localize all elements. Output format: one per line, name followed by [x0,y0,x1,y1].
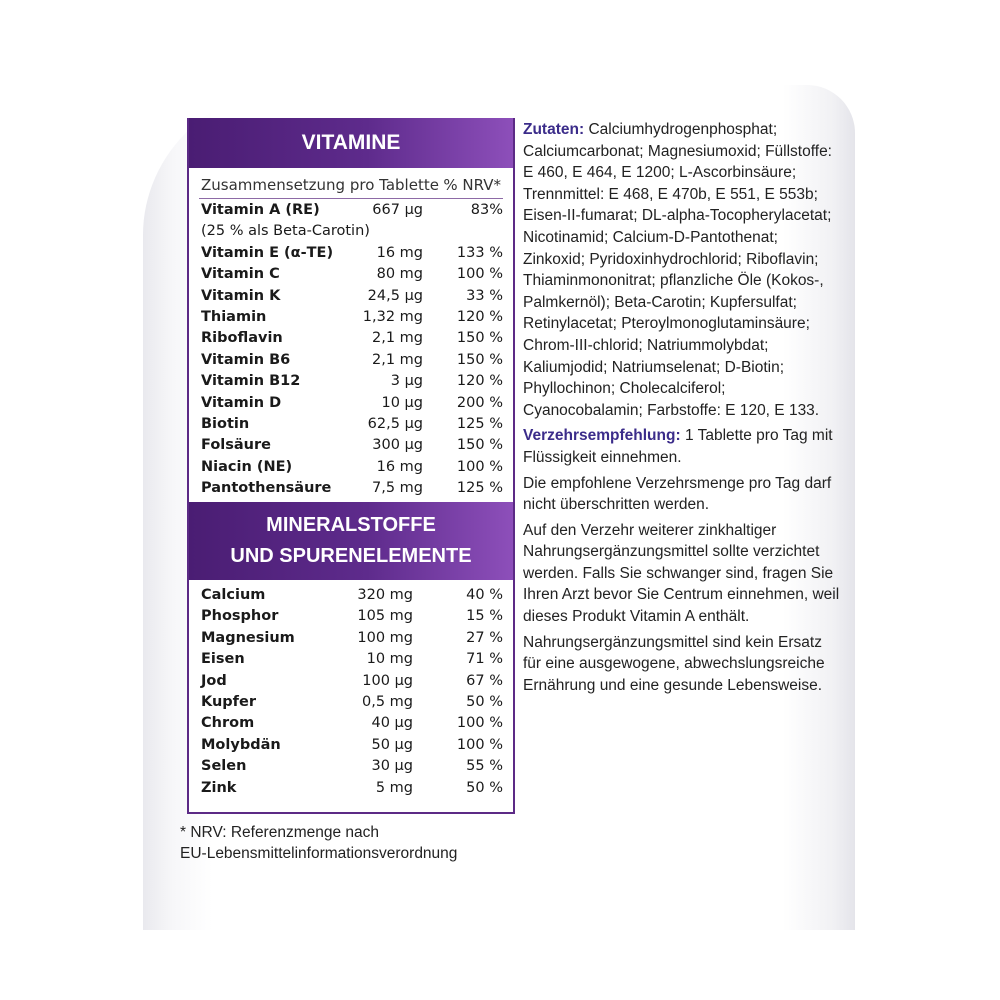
nutrient-amount: 50 µg [371,736,413,753]
nutrient-amount: 30 µg [371,758,413,775]
table-row [201,737,503,758]
recommendation-paragraph [523,425,841,468]
nutrient-amount: 62,5 µg [367,415,423,432]
nutrient-nrv: 40 % [466,587,503,603]
nutrient-amount: 16 mg [376,458,423,475]
nutrient-nrv: 15 % [466,608,503,625]
nutrient-amount: 10 mg [366,651,413,668]
nutrient-nrv: 100 % [456,458,503,475]
nutrient-amount: 100 mg [357,629,413,646]
footnote-line2: EU-Lebensmittelinformationsverordnung [180,845,458,862]
nutrient-nrv: 33 % [466,287,503,304]
nutrient-nrv: 50 % [466,779,503,796]
nutrient-name: Chrom [201,715,255,732]
table-row [201,480,503,501]
nutrient-name: Vitamin D [201,394,282,411]
nutrient-amount: 10 µg [381,394,423,411]
table-row [201,780,503,801]
table-row [201,416,503,437]
nutrient-amount: 16 mg [376,244,423,261]
nutrient-nrv: 200 % [456,394,503,411]
table-header [201,176,501,194]
nutrient-nrv: 50 % [466,693,503,710]
table-row [201,630,503,651]
table-row [201,288,503,309]
nutrient-name: Magnesium [201,629,295,646]
nutrient-name: Folsäure [201,437,271,454]
note-dosage: Die empfohlene Verzehrsmenge pro Tag darf nicht überschritten werden. [523,474,832,514]
minerals-heading-line1: MINERALSTOFFE [266,514,436,536]
footnote-line1: * NRV: Referenzmenge nach [180,824,380,841]
table-row [201,266,503,287]
header-divider [199,198,503,199]
ingredients-text: Calciumhydrogenphosphat; Calciumcarbonat; Magnesiumoxid; Füllstoffe: E 460, E 464, E 1200; L-Ascorbinsäure; Trennmittel: E 468, E 470b, E 551, E 553b; Eisen-II-fumarat; DL-alpha-Tocopherylacetat; Nicotinamid; Calcium-D-Pantothenat; Zinkoxid; Pyridoxinhydrochlorid; Riboflavin; Thiaminmononitrat; pflanzliche Öle (Kokos-, Palmkernöl); Beta-Carotin; Kupfersulfat; Retinylacetat; Pteroylmonoglutaminsäure; Chrom-III-chlorid; Natriummolybdat; Kaliumjodid; Natriumselenat; D-Biotin; Phyllochinon; Cholecalciferol; Cyanocobalamin; Farbstoffe: E 120, E 133. [523,121,832,419]
nutrient-nrv: 83% [470,202,503,218]
table-row [201,758,503,779]
nutrient-name: Riboflavin [201,330,283,347]
vitamin-rows [201,202,503,501]
ingredients-column [523,119,841,700]
vitamins-heading: VITAMINE [189,118,513,168]
nutrient-amount: 0,5 mg [362,693,413,710]
nutrient-nrv: 100 % [456,266,503,283]
footnote [180,822,510,864]
nutrient-name: Thiamin [201,308,267,325]
nutrient-nrv: 100 % [456,715,503,732]
nutrient-name: Kupfer [201,693,256,710]
nutrition-table [187,118,515,814]
table-row [201,309,503,330]
nutrient-nrv: 120 % [456,308,503,325]
nutrient-name: Phosphor [201,608,279,625]
nutrient-nrv: 125 % [456,480,503,497]
table-row [201,437,503,458]
minerals-heading-line2: UND SPURENELEMENTE [230,545,472,567]
nutrient-nrv: 55 % [466,758,503,775]
nutrient-name: Vitamin C [201,266,280,283]
nutrient-amount: 40 µg [371,715,413,732]
note-supplement: Nahrungsergänzungsmittel sind kein Ersatz für eine ausgewogene, abwechslungsreiche Ernährung und eine gesunde Lebensweise. [523,633,825,694]
nutrient-name: Pantothensäure [201,480,332,497]
nutrient-amount: 3 µg [390,373,423,390]
table-row [201,223,503,244]
nutrient-amount: 667 µg [372,202,423,218]
nutrient-nrv: 150 % [456,351,503,368]
nutrient-amount: 1,32 mg [362,308,423,325]
nutrient-name: Vitamin B12 [201,373,301,390]
nutrient-name: Zink [201,779,237,796]
nutrient-name: (25 % als Beta-Carotin) [201,223,370,240]
nutrient-nrv: 67 % [466,672,503,689]
nutrient-name: Calcium [201,587,266,603]
nutrient-name: Vitamin K [201,287,281,304]
nutrient-amount: 2,1 mg [372,351,423,368]
nutrient-name: Molybdän [201,736,281,753]
nutrient-amount: 300 µg [372,437,423,454]
nutrient-name: Selen [201,758,247,775]
nutrient-name: Jod [201,672,227,689]
nutrient-nrv: 150 % [456,437,503,454]
nutrient-amount: 7,5 mg [372,480,423,497]
nutrient-nrv: 120 % [456,373,503,390]
table-row [201,245,503,266]
nutrient-nrv: 150 % [456,330,503,347]
nutrient-nrv: 27 % [466,629,503,646]
note-warning: Auf den Verzehr weiterer zinkhaltiger Nahrungsergänzungsmittel sollte verzichtet werden. Falls Sie schwanger sind, fragen Sie Ihren Arzt bevor Sie Centrum einnehmen, weil dieses Produkt Vitamin A enthält. [523,521,840,626]
table-row [201,330,503,351]
nutrient-nrv: 71 % [466,651,503,668]
nutrient-nrv: 125 % [456,415,503,432]
nrv-column-header: % NRV* [443,176,501,194]
nutrient-amount: 105 mg [357,608,413,625]
composition-column-header: Zusammensetzung pro Tablette [201,176,439,194]
table-row [201,352,503,373]
nutrient-amount: 100 µg [362,672,413,689]
table-row [201,651,503,672]
recommendation-text: 1 Tablette pro Tag mit Flüssigkeit einnehmen. [523,427,833,466]
ingredients-label: Zutaten: [523,121,585,138]
mineral-rows [201,587,503,801]
nutrient-name: Biotin [201,415,250,432]
nutrient-name: Vitamin B6 [201,351,291,368]
recommendation-label: Verzehrsempfehlung: [523,427,681,445]
table-row [201,587,503,608]
nutrient-name: Niacin (NE) [201,458,293,475]
nutrient-amount: 320 mg [357,587,413,603]
nutrient-name: Vitamin E (α-TE) [201,244,334,261]
table-row [201,395,503,416]
table-row [201,673,503,694]
nutrient-amount: 24,5 µg [367,287,423,304]
nutrient-name: Vitamin A (RE) [201,202,320,218]
ingredients-paragraph [523,119,841,421]
nutrient-amount: 80 mg [376,266,423,283]
nutrient-nrv: 100 % [456,736,503,753]
minerals-heading [189,502,513,580]
nutrient-amount: 2,1 mg [372,330,423,347]
table-row [201,694,503,715]
table-row [201,715,503,736]
nutrient-nrv: 133 % [456,244,503,261]
nutrient-amount: 5 mg [375,779,413,796]
table-row [201,202,503,223]
table-row [201,459,503,480]
table-row [201,608,503,629]
nutrient-name: Eisen [201,651,245,668]
table-row [201,373,503,394]
